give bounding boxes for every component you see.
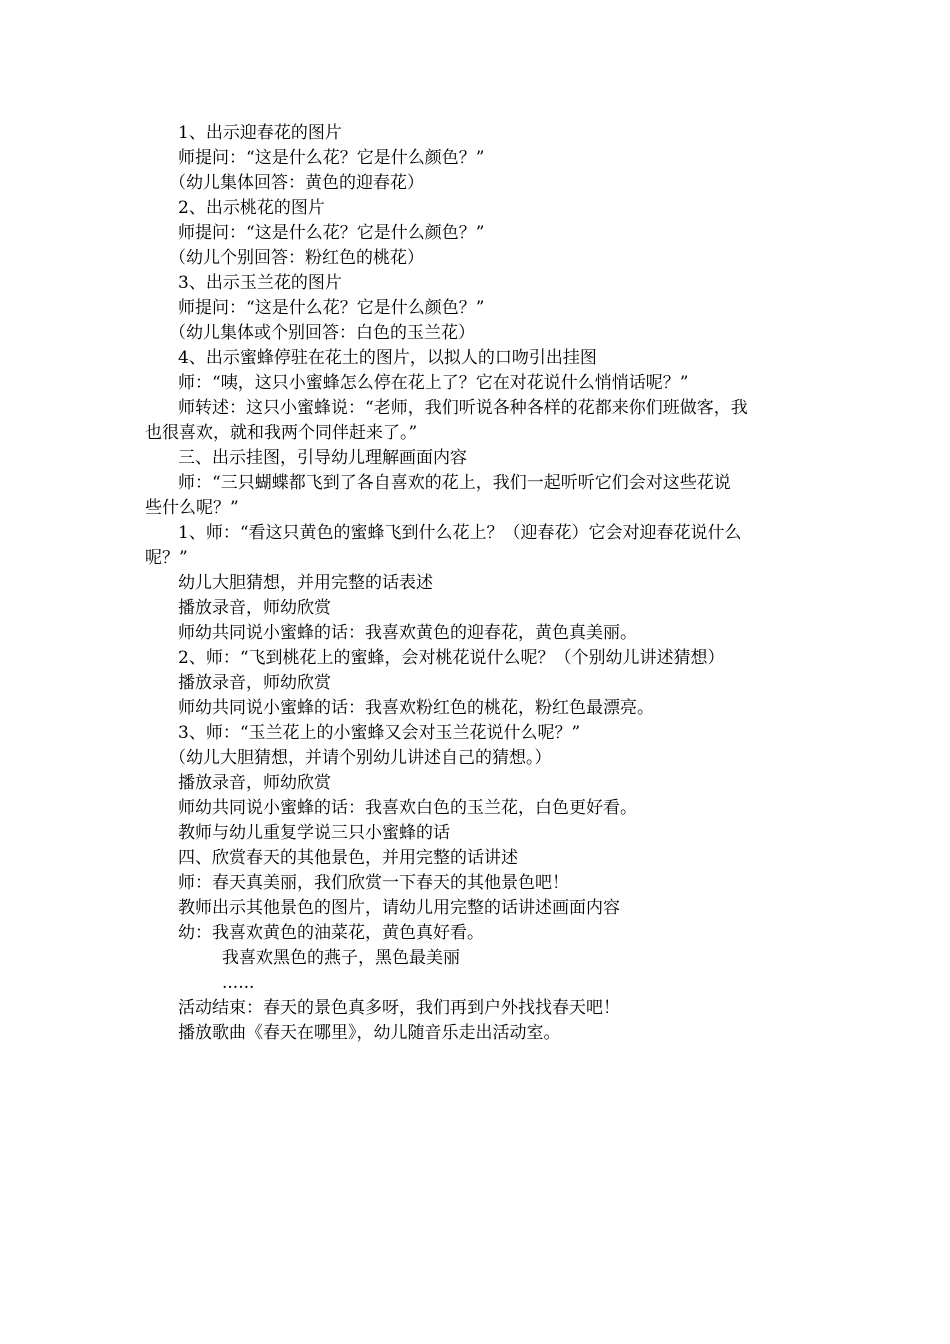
text-line: 播放录音，师幼欣赏: [178, 773, 331, 793]
text-line: （幼儿个别回答：粉红色的桃花）: [169, 248, 424, 268]
text-line: 4、出示蜜蜂停驻在花土的图片，以拟人的口吻引出挂图: [178, 348, 597, 368]
text-line: 活动结束：春天的景色真多呀，我们再到户外找找春天吧！: [178, 998, 620, 1018]
text-line: 师：春天真美丽，我们欣赏一下春天的其他景色吧！: [178, 873, 569, 893]
text-line: 也很喜欢，就和我两个同伴赶来了。”: [145, 423, 418, 443]
text-line: 师幼共同说小蜜蜂的话：我喜欢黄色的迎春花，黄色真美丽。: [178, 623, 637, 643]
text-line: 教师与幼儿重复学说三只小蜜蜂的话: [178, 823, 450, 843]
text-line: 2、师：“飞到桃花上的蜜蜂，会对桃花说什么呢？（个别幼儿讲述猜想）: [178, 648, 725, 668]
text-line: （幼儿集体或个别回答：白色的玉兰花）: [169, 323, 475, 343]
text-line: 幼：我喜欢黄色的油菜花，黄色真好看。: [178, 923, 484, 943]
text-line: 呢？”: [145, 548, 188, 568]
text-line: ......: [222, 973, 255, 993]
text-line: 师转述：这只小蜜蜂说：“老师，我们听说各种各样的花都来你们班做客，我: [178, 398, 748, 418]
text-line: 3、师：“玉兰花上的小蜜蜂又会对玉兰花说什么呢？”: [178, 723, 581, 743]
text-line: 1、出示迎春花的图片: [178, 123, 342, 143]
text-line: 1、师：“看这只黄色的蜜蜂飞到什么花上？（迎春花）它会对迎春花说什么: [178, 523, 742, 543]
text-line: 师提问：“这是什么花？它是什么颜色？”: [178, 223, 485, 243]
text-line: 师：“三只蝴蝶都飞到了各自喜欢的花上，我们一起听听它们会对这些花说: [178, 473, 731, 493]
text-line: 师提问：“这是什么花？它是什么颜色？”: [178, 148, 485, 168]
text-line: （幼儿集体回答：黄色的迎春花）: [169, 173, 424, 193]
text-line: 师：“咦，这只小蜜蜂怎么停在花上了？它在对花说什么悄悄话呢？”: [178, 373, 689, 393]
text-line: 三、出示挂图，引导幼儿理解画面内容: [178, 448, 467, 468]
text-line: 3、出示玉兰花的图片: [178, 273, 342, 293]
text-line: 我喜欢黑色的燕子，黑色最美丽: [222, 948, 460, 968]
text-line: 播放歌曲《春天在哪里》，幼儿随音乐走出活动室。: [178, 1023, 561, 1043]
text-line: 教师出示其他景色的图片，请幼儿用完整的话讲述画面内容: [178, 898, 620, 918]
text-line: 幼儿大胆猜想，并用完整的话表述: [178, 573, 433, 593]
text-line: （幼儿大胆猜想，并请个别幼儿讲述自己的猜想。）: [169, 748, 552, 768]
text-line: 播放录音，师幼欣赏: [178, 673, 331, 693]
document-body: [145, 121, 810, 1046]
text-line: 2、出示桃花的图片: [178, 198, 325, 218]
text-line: 些什么呢？”: [145, 498, 239, 518]
text-line: 播放录音，师幼欣赏: [178, 598, 331, 618]
text-line: 四、欣赏春天的其他景色，并用完整的话讲述: [178, 848, 518, 868]
text-line: 师提问：“这是什么花？它是什么颜色？”: [178, 298, 485, 318]
text-line: 师幼共同说小蜜蜂的话：我喜欢粉红色的桃花，粉红色最漂亮。: [178, 698, 654, 718]
text-line: 师幼共同说小蜜蜂的话：我喜欢白色的玉兰花，白色更好看。: [178, 798, 637, 818]
